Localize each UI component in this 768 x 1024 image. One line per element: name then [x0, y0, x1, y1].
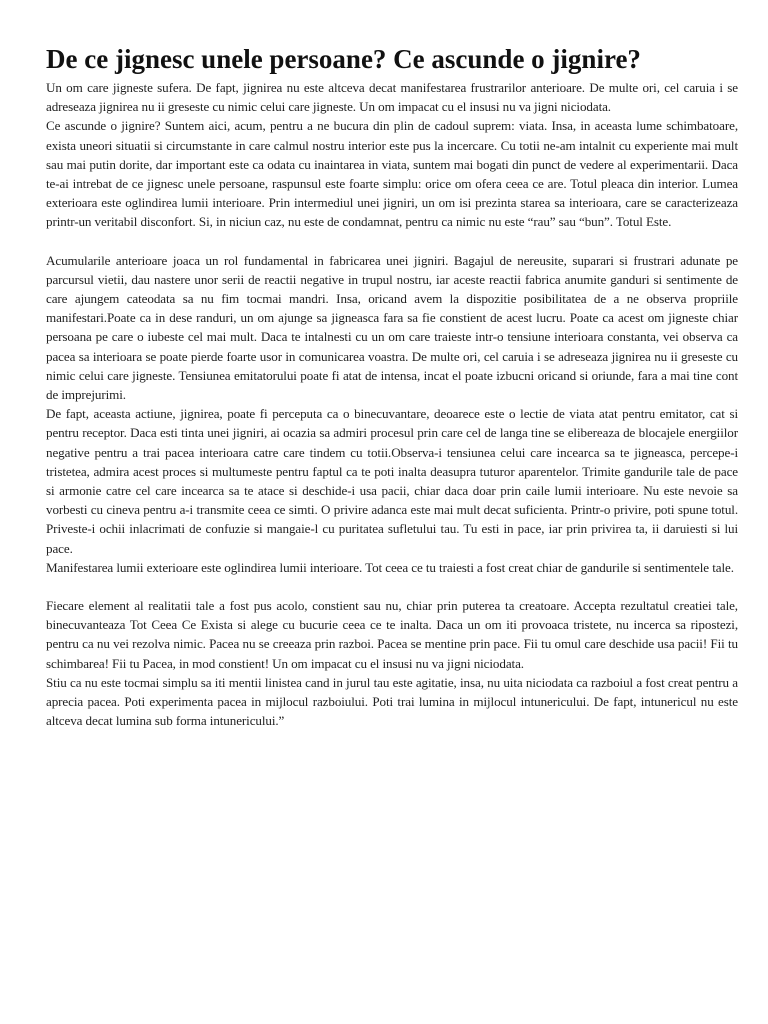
paragraph: Acumularile anterioare joaca un rol fundamental in fabricarea unei jigniri. Bagajul de nereusite, suparari si frustrari adunate pe parcursul vietii, dau nastere unor serii de reactii negative in trupul nostru, iar aceste reactii fabrica anumite ganduri si sentimente de care ajungem cateodata sa nu fim tocmai mandri. Insa, oricand avem la dispozitie posibilitatea de a ne observa propriile manifestari.Poate ca in dese randuri, un om ajunge sa jigneasca fara sa fie constient de acest lucru. Poate ca acest om jigneste chiar persoana pe care o iubeste cel mai mult. Daca te intalnesti cu un om care traieste intr-o tensiune interioara constanta, vei observa ca pacea sa interioara se poate pierde foarte usor in comunicarea voastra. De multe ori, cel caruia i se adreseaza jignirea nu ii greseste cu nimic celui care jigneste. Tensiunea emitatorului poate fi atat de intensa, incat el poate izbucni oricand si oriunde, fara a mai tine cont de imprejurimi. — [46, 252, 738, 403]
paragraph: Fiecare element al realitatii tale a fost pus acolo, constient sau nu, chiar prin puterea ta creatoare. Accepta rezultatul creatiei tale, binecuvanteaza Tot Ceea Ce Exista si alege cu bucurie ceea ce te inalta. Daca un om iti provoaca tristete, nu incerca sa ripostezi, pentru ca nu vei rezolva nimic. Pacea nu se creeaza prin razboi. Pacea se mentine prin pace. Fii tu omul care deschide usa pacii! Fii tu schimbarea! Fii tu Pacea, in mod constient! Un om impacat cu el insusi nu va jigni niciodata. — [46, 598, 738, 671]
paragraph: Stiu ca nu este tocmai simplu sa iti mentii linistea cand in jurul tau este agitatie, insa, nu uita niciodata ca razboiul a fost creat pentru a aprecia pacea. Poti experimenta pacea in mijlocul razboiului. Poti trai lumina in mijlocul intunericului. De fapt, intunericul nu este altceva decat lumina sub forma intunericului.” — [46, 674, 738, 729]
paragraph-gap — [46, 577, 738, 596]
section-1 — [46, 78, 738, 232]
section-2 — [46, 251, 738, 577]
paragraph: Ce ascunde o jignire? Suntem aici, acum, pentru a ne bucura din plin de cadoul suprem: viata. Insa, in aceasta lume schimbatoare, exista uneori situatii si circumstante in care calmul nostru interior este pus la incercare. Cu totii ne-am intalnit cu experiente mai mult sau mai putin dorite, dar important este ca odata cu inaintarea in viata, suntem mai bogati din punct de vedere al experimentarii. Daca te-ai intrebat de ce jignesc unele persoane, raspunsul este foarte simplu: orice om ofera ceea ce are. Totul pleaca din interior. Lumea exterioara este oglindirea lumii interioare. Prin intermediul unei jigniri, un om isi prezinta starea sa interioara, care se caracterizeaza printr-un veritabil disconfort. Si, in niciun caz, nu este de condamnat, pentru ca nimic nu este “rau” sau “bun”. Totul Este. — [46, 118, 738, 230]
paragraph-gap — [46, 232, 738, 251]
paragraph: Manifestarea lumii exterioare este oglindirea lumii interioare. Tot ceea ce tu traiesti a fost creat chiar de gandurile si sentimentele tale. — [46, 559, 734, 575]
page-title: De ce jignesc unele persoane? Ce ascunde o jignire? — [46, 44, 641, 74]
paragraph: De fapt, aceasta actiune, jignirea, poate fi perceputa ca o binecuvantare, deoarece este o lectie de viata atat pentru emitator, cat si pentru receptor. Daca esti tinta unei jigniri, ai ocazia sa admiri procesul prin care cel de langa tine se elibereaza de blocajele energiilor negative pentru a trai pacea interioara catre care tindem cu totii.Observa-i tensiunea celui care incearca sa te jigneasca, percepe-i tristetea, admira acest proces si multumeste pentru faptul ca te poti inalta deasupra tuturor aparentelor. Trimite gandurile tale de pace si armonie catre cel care incearca sa te atace si deschide-i usa pacii, chiar daca doar prin caile lumii interioare. Nu este nevoie sa vorbesti cu cineva pentru a-i transmite ceea ce simti. O privire adanca este mai mult decat suficienta. Printr-o privire, poti spune totul. Priveste-i ochii inlacrimati de confuzie si mangaie-l cu puritatea sufletului tau. Tu esti in pace, iar prin privirea ta, ii daruiesti si lui pace. — [46, 406, 738, 556]
section-3 — [46, 596, 738, 730]
paragraph: Un om care jigneste sufera. De fapt, jignirea nu este altceva decat manifestarea frustrarilor anterioare. De multe ori, cel caruia i se adreseaza jignirea nu ii greseste cu nimic celui care jigneste. Un om impacat cu el insusi nu va jigni niciodata. — [46, 80, 738, 115]
